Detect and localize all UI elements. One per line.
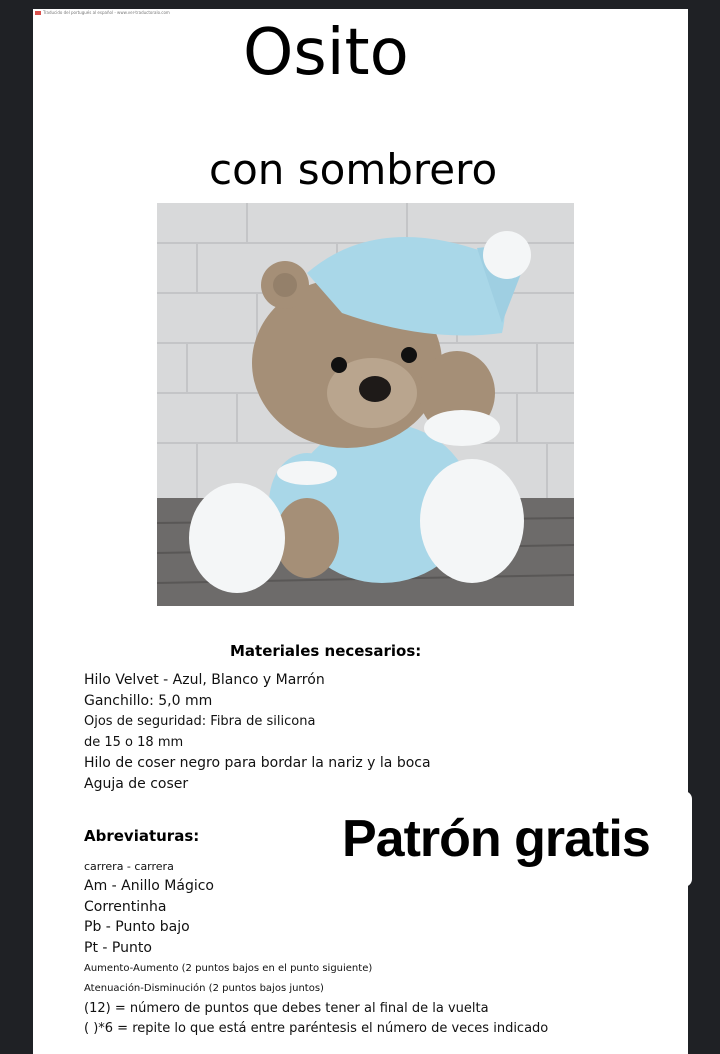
- translation-banner-text: Traducido del portugués al español - www.ver-traductoralo.com: [43, 10, 170, 15]
- abbreviation-item: Am - Anillo Mágico: [84, 878, 214, 894]
- page-title: Osito: [243, 16, 409, 90]
- translate-icon: [35, 11, 41, 15]
- abbreviation-item: Aumento-Aumento (2 puntos bajos en el punto siguiente): [84, 963, 373, 974]
- materials-item: Aguja de coser: [84, 776, 189, 792]
- materials-item: Ojos de seguridad: Fibra de silicona: [84, 714, 316, 729]
- abbreviation-item: Correntinha: [84, 899, 167, 915]
- materials-item: Hilo de coser negro para bordar la nariz y la boca: [84, 755, 431, 771]
- abbreviation-item: Pt - Punto: [84, 940, 152, 956]
- teddy-bear-photo: [157, 203, 574, 606]
- document-page[interactable]: [33, 9, 688, 1054]
- abbreviation-item: ( )*6 = repite lo que está entre paréntesis el número de veces indicado: [84, 1021, 549, 1036]
- abbreviations-heading: Abreviaturas:: [84, 827, 200, 845]
- abbreviation-item: Pb - Punto bajo: [84, 919, 190, 935]
- page-subtitle: con sombrero: [209, 145, 498, 194]
- materials-item: de 15 o 18 mm: [84, 735, 184, 750]
- abbreviation-item: Atenuación-Disminución (2 puntos bajos juntos): [84, 983, 324, 994]
- materials-item: Ganchillo: 5,0 mm: [84, 693, 213, 709]
- teddy-bear-illustration: [157, 203, 574, 606]
- translation-banner[interactable]: [35, 10, 170, 15]
- abbreviation-item: carrera - carrera: [84, 860, 174, 873]
- free-pattern-banner: [320, 791, 692, 887]
- materials-heading: Materiales necesarios:: [230, 642, 422, 660]
- materials-item: Hilo Velvet - Azul, Blanco y Marrón: [84, 672, 325, 688]
- abbreviation-item: (12) = número de puntos que debes tener al final de la vuelta: [84, 1001, 489, 1016]
- free-pattern-label: Patrón gratis: [342, 810, 650, 868]
